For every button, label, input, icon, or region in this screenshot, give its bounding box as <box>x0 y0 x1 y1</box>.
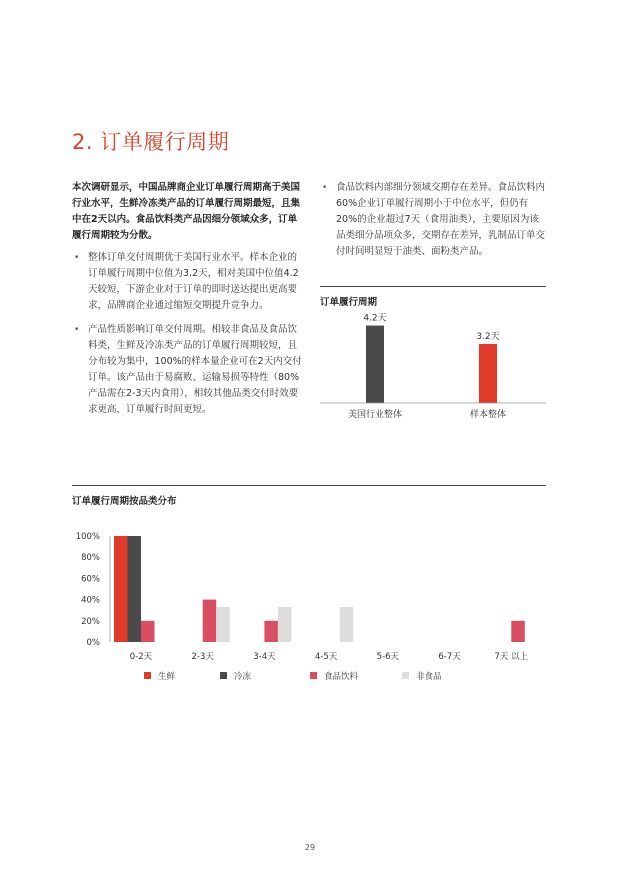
dist-legend-label: 生鲜 <box>158 672 176 682</box>
left-column <box>72 180 304 426</box>
dist-category-label: 6-7天 <box>438 652 461 662</box>
dist-chart-title: 订单履行周期按品类分布 <box>72 496 177 507</box>
dist-category-label: 7天 以上 <box>494 652 529 662</box>
dist-bar <box>141 621 155 642</box>
dist-legend-label: 冷冻 <box>234 672 252 682</box>
dist-chart <box>72 522 546 692</box>
dist-legend-swatch <box>220 672 227 679</box>
bullet-text: 整体订单交付周期优于美国行业水平。样本企业的订单履行周期中位值为3.2天，相对美国中位值4.2天较短，下游企业对于订单的即时送达提出更高要求，品牌商企业通过缩短交期提升竞争力。 <box>88 252 299 311</box>
bullet-dot: • <box>74 253 80 263</box>
bullet-dot: • <box>322 183 328 193</box>
dist-bar <box>128 536 142 642</box>
bullet-item <box>72 322 304 418</box>
dist-y-tick: 0% <box>86 638 100 648</box>
bullet-item <box>320 180 546 260</box>
dist-category-label: 2-3天 <box>191 652 214 662</box>
chart-top-rule <box>320 286 546 287</box>
dist-legend-label: 非食品 <box>416 672 442 682</box>
left-bullet-list <box>72 250 304 418</box>
dist-legend-label: 食品饮料 <box>324 672 359 682</box>
dist-category-label: 4-5天 <box>314 652 338 662</box>
dist-category-label: 3-4天 <box>253 652 276 662</box>
bullet-item <box>72 250 304 314</box>
dist-y-tick: 100% <box>75 532 100 542</box>
dist-bar <box>278 607 292 642</box>
dist-y-tick: 80% <box>81 553 100 564</box>
cycle-bar <box>366 326 384 403</box>
section-title: 2. 订单履行周期 <box>72 130 230 154</box>
dist-legend-swatch <box>402 672 409 679</box>
dist-y-tick: 20% <box>81 616 100 627</box>
intro-paragraph: 本次调研显示，中国品牌商企业订单履行周期高于美国行业水平，生鲜冷冻类产品的订单履行周期最短，且集中在2天以内。食品饮料类产品因细分领域众多，订单履行周期较为分散。 <box>72 182 301 241</box>
dist-category-label: 5-6天 <box>376 652 400 662</box>
dist-bar <box>216 607 230 642</box>
dist-y-tick: 40% <box>81 595 100 606</box>
right-bullet-list <box>320 180 546 260</box>
cycle-category-label: 样本整体 <box>469 410 507 420</box>
dist-bar <box>203 600 217 642</box>
cycle-data-label: 4.2天 <box>363 313 387 324</box>
cycle-bar <box>479 344 497 403</box>
right-column <box>320 180 546 268</box>
bullet-text: 食品饮料内部细分领域交期存在差异。食品饮料内60%企业订单履行周期小于中位水平，但仍有20%的企业超过7天（食用油类），主要原因为该品类细分品项众多，交期存在差异，乳制品订单交付时间明显短于油类、面粉类产品。 <box>336 182 546 257</box>
dist-chart-top-rule <box>72 485 546 486</box>
cycle-data-label: 3.2天 <box>476 331 500 342</box>
cycle-category-label: 美国行业整体 <box>347 410 403 420</box>
dist-legend-swatch <box>310 672 317 679</box>
page-number: 29 <box>304 843 316 852</box>
dist-category-label: 0-2天 <box>129 652 153 662</box>
cycle-chart-title: 订单履行周期 <box>320 297 378 308</box>
cycle-chart <box>320 310 546 425</box>
dist-bar <box>114 536 128 642</box>
dist-bar <box>511 621 525 642</box>
bullet-dot: • <box>74 325 80 335</box>
dist-bar <box>340 607 354 642</box>
dist-legend-swatch <box>144 672 151 679</box>
dist-bar <box>264 621 278 642</box>
bullet-text: 产品性质影响订单交付周期。相较非食品及食品饮料类，生鲜及冷冻类产品的订单履行周期较短，且分布较为集中，100%的样本量企业可在2天内交付订单。该产品由于易腐败、运输易损等特性（80%产品需在2-3天内食用），相较其他品类交付时效要求更高，订单履行时间更短。 <box>88 324 302 415</box>
dist-y-tick: 60% <box>81 574 100 585</box>
